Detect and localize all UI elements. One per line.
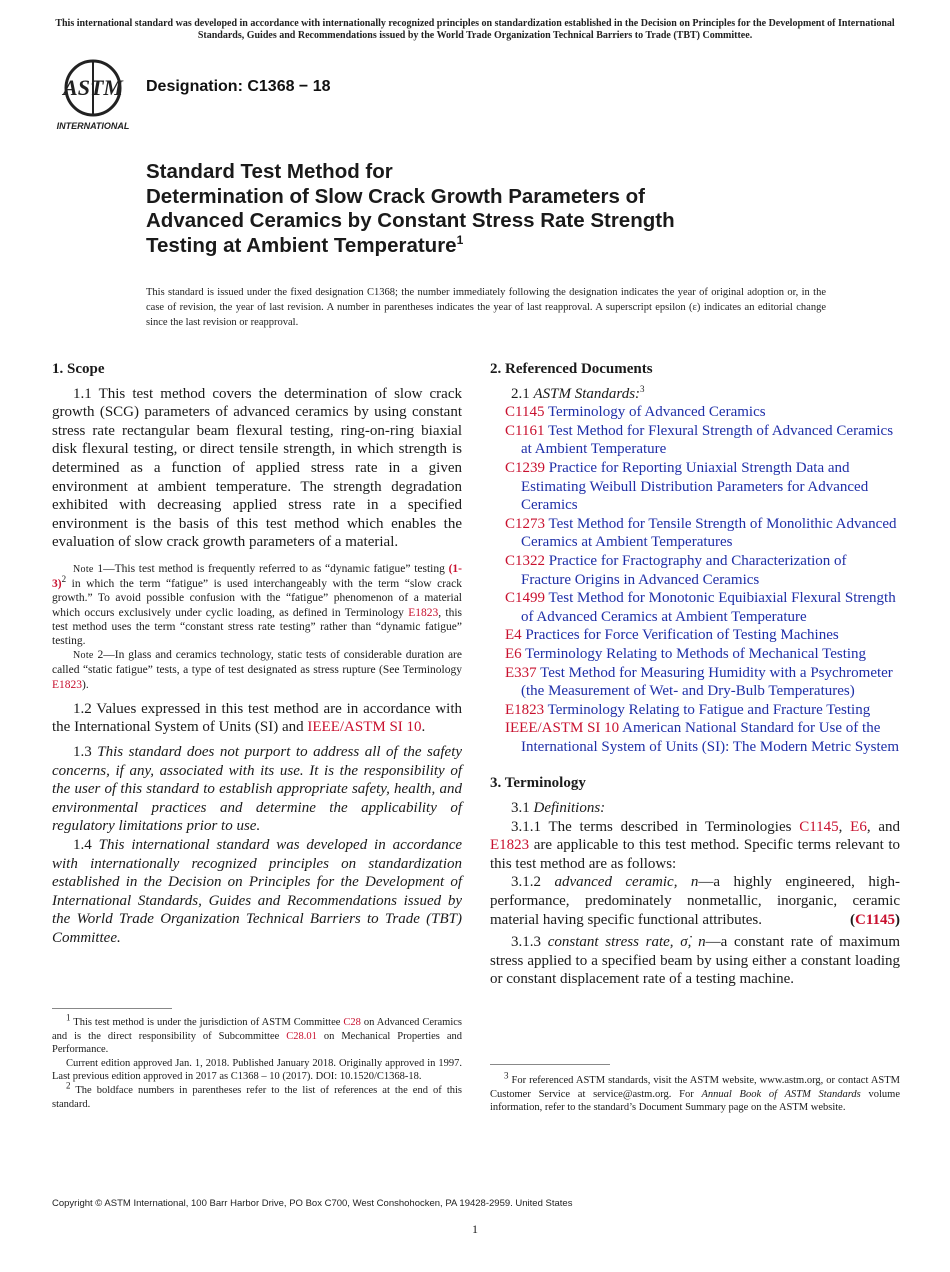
ref-1-3-link[interactable]: (1-3) (52, 562, 462, 591)
reference-code-link[interactable]: E337 (505, 664, 537, 681)
footnote-1-edition: Current edition approved Jan. 1, 2018. Published January 2018. Originally approved in 1997. Last previous edition approved in 2017 as C1368 – 10 (2017). DOI: 10.1520/C1368-18. (52, 1057, 462, 1083)
copyright: Copyright © ASTM International, 100 Barr Harbor Drive, PO Box C700, West Conshohocken, PA 19428-2959. United States (52, 1198, 573, 1209)
para-1-2: 1.2 Values expressed in this test method are in accordance with the International System of Units (SI) and IEEE/ASTM SI 10. (52, 700, 462, 736)
c1145-link[interactable]: C1145 (799, 818, 839, 835)
reference-code-link[interactable]: IEEE/ASTM SI 10 (505, 720, 620, 737)
ieee-si10-link[interactable]: IEEE/ASTM SI 10 (307, 719, 422, 736)
reference-code-link[interactable]: C1145 (505, 404, 545, 421)
reference-title-link[interactable]: Terminology Relating to Fatigue and Fracture Testing (547, 701, 871, 718)
reference-code-link[interactable]: E6 (505, 645, 522, 662)
reference-title-link[interactable]: Terminology of Advanced Ceramics (547, 404, 766, 421)
reference-code-link[interactable]: C1273 (505, 515, 546, 532)
c1145-def-link[interactable]: C1145 (854, 911, 895, 928)
e1823-link[interactable]: E1823 (408, 606, 439, 619)
reference-code-link[interactable]: C1239 (505, 459, 546, 476)
reference-item (490, 422, 900, 459)
reference-item (490, 626, 900, 645)
footnote-3: $^3$ For referenced ASTM standards, visit the ASTM website, www.astm.org, or contact ASTM Customer Service at service@astm.org. For Annual Book of ASTM Standards volume information, refer to the standard’s Document Summary page on the ASTM website. (490, 1070, 900, 1114)
astm-logo (52, 58, 134, 132)
svg-text:ASTM: ASTM (63, 75, 123, 100)
footnote-rule-left (52, 1008, 172, 1009)
reference-code-link[interactable]: C1322 (505, 552, 546, 569)
reference-item (490, 645, 900, 664)
footnote-2: $^2$ The boldface numbers in parentheses refer to the list of references at the end of this standard. (52, 1080, 462, 1110)
issued-statement: This standard is issued under the fixed designation C1368; the number immediately following the designation indicates the year of original adoption or, in the case of revision, the year of last revision. A number in parentheses indicates the year of last reapproval. A superscript epsilon (ε) indicates an editorial change since the last revision or reapproval. (146, 287, 826, 328)
e1823-link-3[interactable]: E1823 (490, 837, 530, 854)
c28-01-link[interactable]: C28.01 (286, 1030, 317, 1042)
referenced-documents-list (490, 403, 900, 756)
note-1: Note 1—This test method is frequently referred to as “dynamic fatigue” testing $(1-3)^2$ in which the term “fatigue” is used interchangeably with the term “slow crack growth.” To avoid possible confusion with the “fatigue” phenomenon of a material which occurs exclusively under cyclic loading, as defined in Terminology E1823, this test method uses the term “constant stress rate testing” rather than “dynamic fatigue” testing. (52, 562, 462, 647)
reference-title-link[interactable]: Terminology Relating to Methods of Mechanical Testing (525, 645, 867, 662)
reference-title-link[interactable]: Test Method for Monotonic Equibiaxial Flexural Strength of Advanced Ceramics at Ambient Temperature (521, 590, 896, 625)
designation: Designation: C1368 − 18 (146, 78, 331, 95)
reference-title-link[interactable]: Test Method for Measuring Humidity with a Psychrometer (the Measurement of Wet- and Dry-Bulb Temperatures) (521, 664, 893, 700)
section-1-heading: 1. Scope (52, 361, 105, 377)
reference-item (490, 719, 900, 756)
reference-item (490, 403, 900, 422)
left-column (52, 360, 462, 947)
reference-title-link[interactable]: American National Standard for Use of the International System of Units (SI): The Modern Metric System (521, 720, 899, 755)
reference-item (490, 701, 900, 720)
reference-title-link[interactable]: Test Method for Flexural Strength of Advanced Ceramics at Ambient Temperature (521, 422, 894, 458)
para-3-1-3: 3.1.3 constant stress rate, σ̇, n—a constant rate of maximum stress applied to a specified beam by using either a constant loading or constant displacement rate of a testing machine. (490, 934, 901, 988)
note-2: Note 2—In glass and ceramics technology, static tests of considerable duration are called “static fatigue” tests, a type of test designated as stress rupture (See Terminology E1823). (52, 649, 462, 691)
right-column (490, 360, 900, 989)
reference-code-link[interactable]: E1823 (505, 701, 545, 718)
astm-logo-icon (52, 58, 134, 132)
reference-title-link[interactable]: Practice for Fractography and Characterization of Fracture Origins in Advanced Ceramics (521, 552, 847, 588)
footnote-1: $^1$ This test method is under the jurisdiction of ASTM Committee C28 on Advanced Ceramics and is the direct responsibility of Subcommittee C28.01 on Mechanical Properties and Performance. (52, 1012, 462, 1056)
reference-title-link[interactable]: Practices for Force Verification of Testing Machines (525, 627, 839, 644)
footnotes-right (490, 1070, 900, 1115)
reference-item (490, 459, 900, 515)
reference-code-link[interactable]: C1161 (505, 422, 545, 439)
reference-title-link[interactable]: Practice for Reporting Uniaxial Strength Data and Estimating Weibull Distribution Parameters for Advanced Ceramics (521, 459, 869, 514)
section-2-heading: 2. Referenced Documents (490, 361, 653, 377)
reference-title-link[interactable]: Test Method for Tensile Strength of Monolithic Advanced Ceramics at Ambient Temperatures (521, 515, 897, 551)
e1823-link-2[interactable]: E1823 (52, 678, 83, 691)
document-title: Standard Test Method for Determination of Slow Crack Growth Parameters of Advanced Ceramics by Constant Stress Rate Strength Testing at Ambient Temperature$^1$ (146, 160, 675, 257)
para-3-1: 3.1 Definitions: (511, 800, 606, 817)
reference-item (490, 515, 900, 552)
header-notice: This international standard was developed in accordance with internationally recognized principles on standardization established in the Decision on Principles for the Development of International Standards, Guides and Recommendations issued by the World Trade Organization Technical Barriers to Trade (TBT) Committee. (55, 18, 895, 41)
footnote-rule-right (490, 1064, 610, 1065)
svg-text:INTERNATIONAL: INTERNATIONAL (56, 121, 130, 131)
para-1-1: 1.1 This test method covers the determination of slow crack growth (SCG) parameters of advanced ceramics by using constant stress rate rectangular beam flexural testing, ring-on-ring biaxial disk flexural testing, or direct tensile strength, in which strength is determined as a function of applied stress rate in a given environment at ambient temperature. The strength degradation exhibited with decreasing applied stress rate in a specified environment is the basis of this test method which enables the evaluation of slow crack growth parameters of a material. (52, 385, 462, 551)
reference-item (490, 552, 900, 589)
para-3-1-2: 3.1.2 advanced ceramic, n—a highly engineered, high-performance, predominately nonmetallic, inorganic, ceramic material having specific functional attributes. (C1145) (490, 874, 900, 928)
page-number: 1 (472, 1222, 478, 1236)
reference-item (490, 589, 900, 626)
para-1-3: 1.3 This standard does not purport to address all of the safety concerns, if any, associated with its use. It is the responsibility of the user of this standard to establish appropriate safety, health, and environmental practices and determine the applicability of regulatory limitations prior to use. (52, 743, 463, 835)
reference-code-link[interactable]: E4 (505, 627, 522, 644)
reference-item (490, 664, 900, 701)
c28-link[interactable]: C28 (343, 1017, 361, 1028)
section-3-heading: 3. Terminology (490, 775, 586, 792)
para-2-1: 2.1 ASTM Standards:$^3$ (511, 383, 645, 402)
para-1-4: 1.4 This international standard was developed in accordance with internationally recognized principles on standardization established in the Decision on Principles for the Development of International Standards, Guides and Recommendations issued by the World Trade Organization Technical Barriers to Trade (TBT) Committee. (52, 836, 463, 946)
reference-code-link[interactable]: C1499 (505, 590, 546, 607)
footnotes-left (52, 1012, 462, 1111)
e6-link[interactable]: E6 (850, 818, 867, 835)
para-3-1-1: 3.1.1 The terms described in Terminologies C1145, E6, and E1823 are applicable to this test method. Specific terms relevant to this test method are as follows: (490, 818, 901, 872)
